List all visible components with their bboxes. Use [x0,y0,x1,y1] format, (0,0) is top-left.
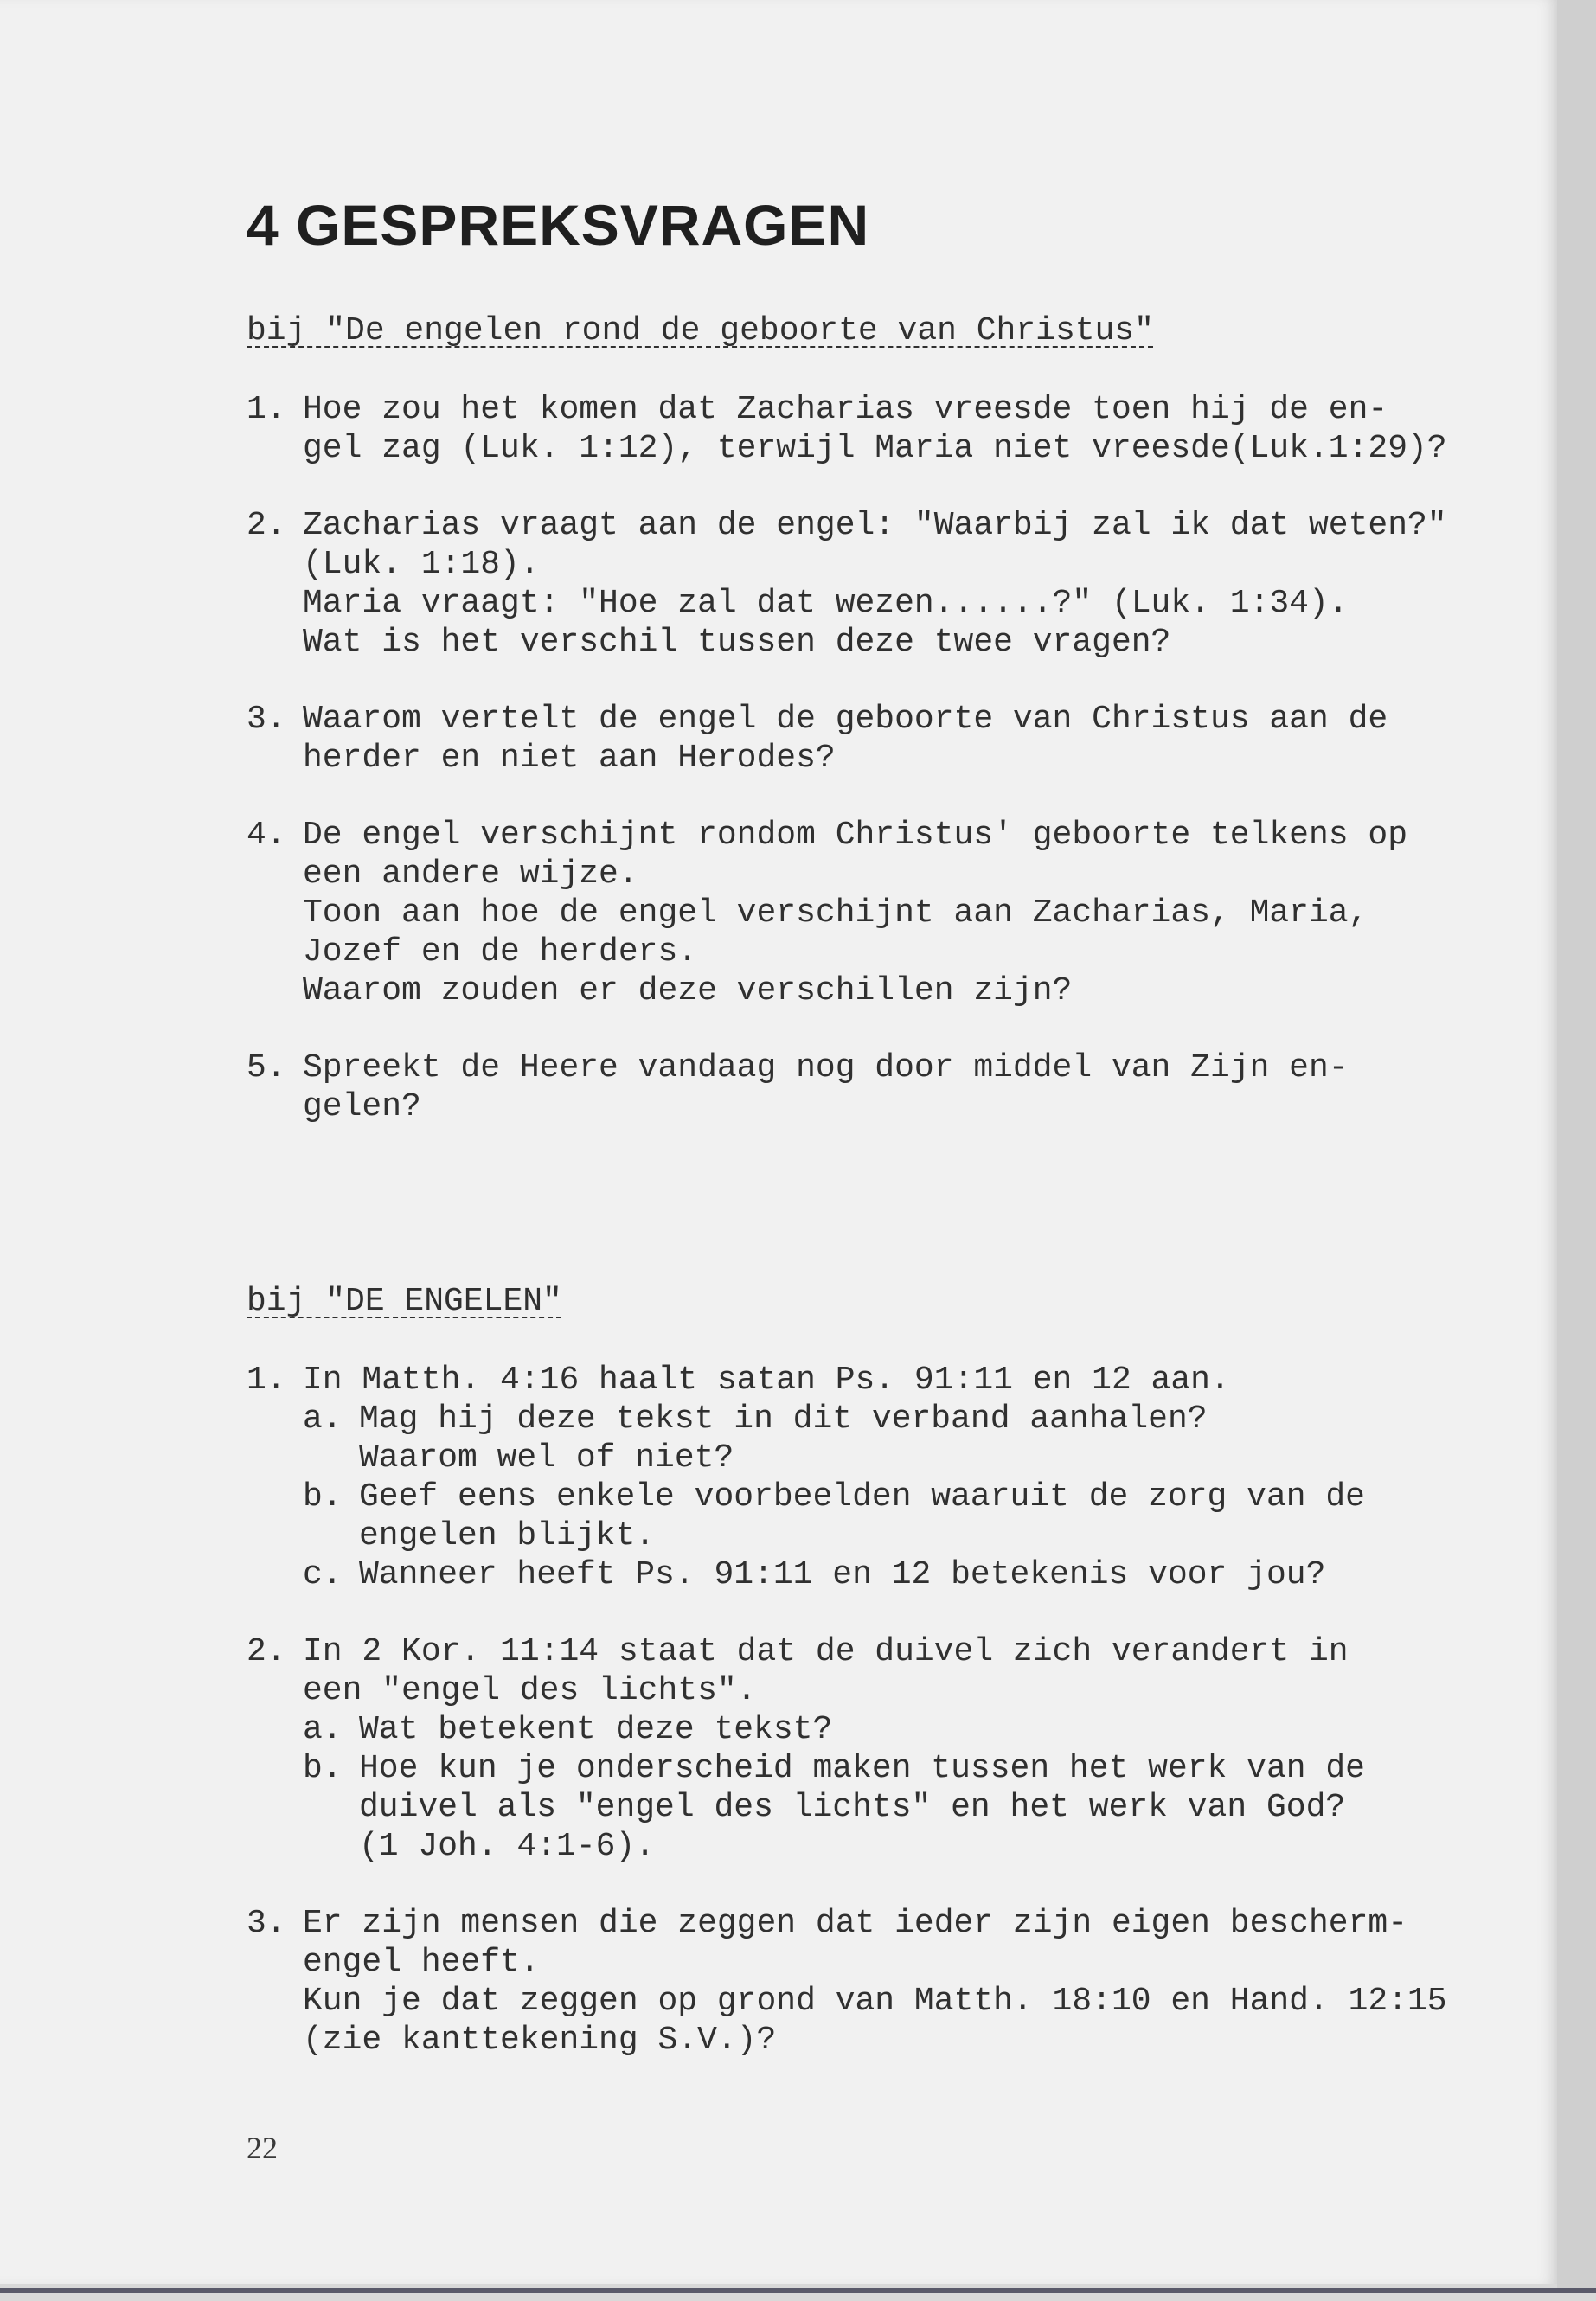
question-text [303,390,1475,468]
sub-question-text [359,1749,1475,1866]
question-number: 4. [247,817,286,854]
sub-question-letter: a. [303,1711,343,1748]
text-line: In Matth. 4:16 haalt satan Ps. 91:11 en 12 aan. [303,1362,1230,1399]
question-text [303,1048,1475,1126]
text-line: Er zijn mensen die zeggen dat ieder zijn eigen bescherm- [303,1905,1408,1942]
question-item [247,1361,1475,1594]
text-line: een andere wijze. [303,856,638,893]
question-text [303,1904,1475,2060]
question-item [247,700,1475,778]
text-line: Jozef en de herders. [303,933,698,971]
text-line: Mag hij deze tekst in dit verband aanhalen? [359,1400,1208,1438]
sub-question-text [359,1477,1475,1555]
text-line: Wanneer heeft Ps. 91:11 en 12 betekenis voor jou? [359,1556,1326,1593]
text-line: Kun je dat zeggen op grond van Matth. 18:10 en Hand. 12:15 [303,1983,1447,2020]
bottom-rule [0,2288,1596,2293]
text-line: Waarom vertelt de engel de geboorte van Christus aan de [303,701,1388,738]
sub-question-text [359,1400,1475,1477]
text-line: gelen? [303,1088,421,1125]
text-line: Zacharias vraagt aan de engel: "Waarbij zal ik dat weten?" [303,507,1447,544]
question-text [303,816,1475,1010]
question-item [247,816,1475,1010]
text-line: (zie kanttekening S.V.)? [303,2022,777,2059]
sub-question-letter: b. [303,1750,343,1787]
question-list [247,390,1475,1126]
sub-question-text [359,1555,1475,1594]
section-heading: bij "De engelen rond de geboorte van Christus" [247,312,1154,349]
question-number: 2. [247,507,286,544]
question-item [247,1904,1475,2060]
text-line: Waarom wel of niet? [359,1439,734,1477]
question-text [303,506,1475,662]
question-item [247,1048,1475,1126]
question-number: 3. [247,1905,286,1942]
text-line: engelen blijkt. [359,1517,656,1554]
text-line: Hoe kun je onderscheid maken tussen het werk van de [359,1750,1365,1787]
text-line: herder en niet aan Herodes? [303,740,836,777]
sub-question [303,1555,1475,1594]
sub-question [303,1710,1475,1749]
text-line: duivel als "engel des lichts" en het werk van God? [359,1789,1346,1826]
text-line: Wat betekent deze tekst? [359,1711,833,1748]
text-line: Geef eens enkele voorbeelden waaruit de zorg van de [359,1478,1365,1516]
text-line: Wat is het verschil tussen deze twee vragen? [303,624,1171,661]
question-text [303,1632,1475,1866]
sub-question [303,1477,1475,1555]
question-list [247,1361,1475,2060]
sub-question-letter: a. [303,1400,343,1438]
question-text [303,700,1475,778]
question-text [303,1361,1475,1594]
page-edge-shadow [1557,0,1596,2288]
page-number: 22 [247,2131,278,2165]
question-item [247,506,1475,662]
sub-question-letter: b. [303,1478,343,1516]
section-heading: bij "DE ENGELEN" [247,1283,562,1320]
sub-question-letter: c. [303,1556,343,1593]
text-line: Waarom zouden er deze verschillen zijn? [303,972,1073,1009]
text-line: (1 Joh. 4:1-6). [359,1828,656,1865]
text-line: een "engel des lichts". [303,1672,757,1709]
text-line: In 2 Kor. 11:14 staat dat de duivel zich verandert in [303,1633,1349,1670]
question-number: 1. [247,1362,286,1399]
question-number: 2. [247,1633,286,1670]
sub-question-text [359,1710,1475,1749]
section-geboorte [247,311,1475,1164]
text-line: Hoe zou het komen dat Zacharias vreesde toen hij de en- [303,391,1388,428]
question-item [247,1632,1475,1866]
text-line: gel zag (Luk. 1:12), terwijl Maria niet vreesde(Luk.1:29)? [303,430,1447,467]
sub-question [303,1749,1475,1866]
text-line: Maria vraagt: "Hoe zal dat wezen......?" (Luk. 1:34). [303,585,1349,622]
page-title: 4 GESPREKSVRAGEN [247,193,870,257]
text-line: Toon aan hoe de engel verschijnt aan Zacharias, Maria, [303,894,1368,932]
sub-question [303,1400,1475,1477]
section-engelen [247,1282,1475,2098]
text-line: (Luk. 1:18). [303,546,540,583]
question-number: 3. [247,701,286,738]
question-item [247,390,1475,468]
text-line: engel heeft. [303,1944,540,1981]
question-number: 5. [247,1049,286,1086]
text-line: De engel verschijnt rondom Christus' geboorte telkens op [303,817,1408,854]
question-number: 1. [247,391,286,428]
text-line: Spreekt de Heere vandaag nog door middel van Zijn en- [303,1049,1349,1086]
